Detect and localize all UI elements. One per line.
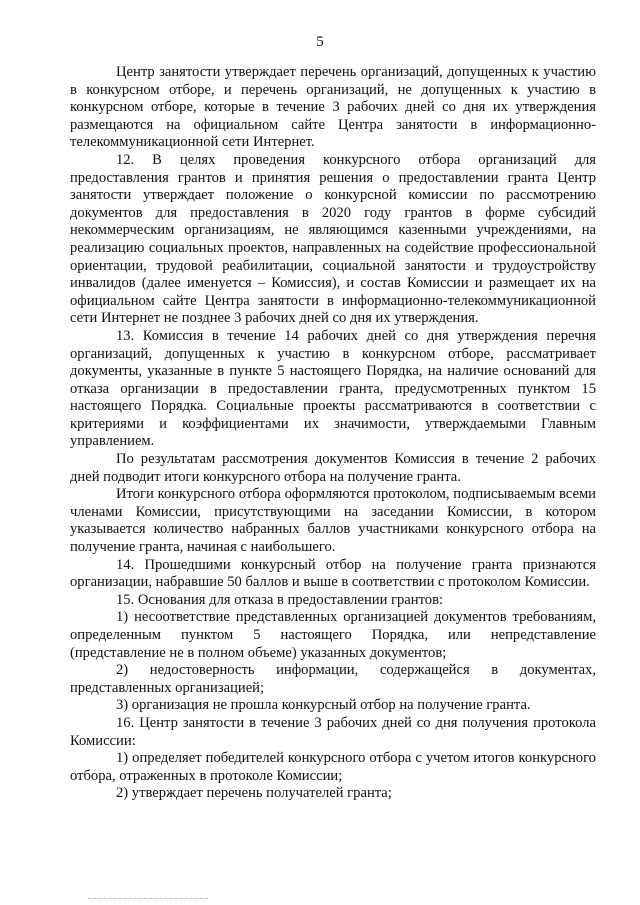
scan-edge-divider — [88, 898, 208, 899]
document-body — [70, 64, 596, 803]
paragraph-12-commission: 12. В целях проведения конкурсного отбора организаций для предоставления грантов и принятия решения о предоставлении гранта Центр занятости утверждает положение о конкурсной комиссии по рассмотрению документов для предоставления в 2020 году грантов в форме субсидий некоммерческим организациям, не являющимся казенными учреждениями, на реализацию социальных проектов, направленных на содействие профессиональной ориентации, трудовой реабилитации, социальной занятости и трудоустройству инвалидов (далее именуется – Комиссия), и состав Комиссии и размещает их на официальном сайте Центра занятости в информационно-телекоммуникационной сети Интернет не позднее 3 рабочих дней со дня их утверждения. — [70, 151, 596, 327]
refusal-ground-3: 3) организация не прошла конкурсный отбор на получение гранта. — [116, 697, 531, 714]
refusal-ground-1: 1) несоответствие представленных организацией документов требованиям, определенным пунктом 5 настоящего Порядка, или непредставление (представление не в полном объеме) указанных документов; — [70, 609, 596, 661]
step-1-winners: 1) определяет победителей конкурсного отбора с учетом итогов конкурсного отбора, отраженных в протоколе Комиссии; — [70, 750, 596, 784]
paragraph-protocol: Итоги конкурсного отбора оформляются протоколом, подписываемым всеми членами Комиссии, присутствующими на заседании Комиссии, в котором указывается количество набранных баллов участниками конкурсного отбора на получение гранта, начиная с наибольшего. — [70, 486, 596, 556]
paragraph-15-refusal-grounds: 15. Основания для отказа в предоставлении грантов: — [116, 591, 444, 608]
paragraph-16-employment-center: 16. Центр занятости в течение 3 рабочих дней со дня получения протокола Комиссии: — [70, 714, 596, 749]
paragraph-13-review: 13. Комиссия в течение 14 рабочих дней со дня утверждения перечня организаций, допущенных к участию в конкурсном отборе, рассматривает документы, указанные в пункте 5 настоящего Порядка, на наличие оснований для отказа организации в предоставлении гранта, предусмотренных пунктом 15 настоящего Порядка. Социальные проекты рассматриваются в соответствии с критериями и коэффициентами их значимости, утверждаемыми Главным управлением. — [70, 327, 596, 450]
paragraph-approval-list: Центр занятости утверждает перечень организаций, допущенных к участию в конкурсном отборе, и перечень организаций, не допущенных к участию в конкурсном отборе, которые в течение 3 рабочих дней со дня их утверждения размещаются на официальном сайте Центра занятости в информационно-телекоммуникационной сети Интернет. — [70, 64, 596, 151]
step-2-recipients: 2) утверждает перечень получателей гранта; — [116, 785, 392, 802]
paragraph-results: По результатам рассмотрения документов Комиссия в течение 2 рабочих дней подводит итоги конкурсного отбора на получение гранта. — [70, 451, 596, 485]
page-number: 5 — [316, 34, 324, 50]
refusal-ground-2: 2) недостоверность информации, содержащейся в документах, представленных организацией; — [70, 662, 596, 696]
paragraph-14-passing-score: 14. Прошедшими конкурсный отбор на получение гранта признаются организации, набравшие 50 баллов и выше в соответствии с протоколом Комиссии. — [70, 556, 596, 591]
